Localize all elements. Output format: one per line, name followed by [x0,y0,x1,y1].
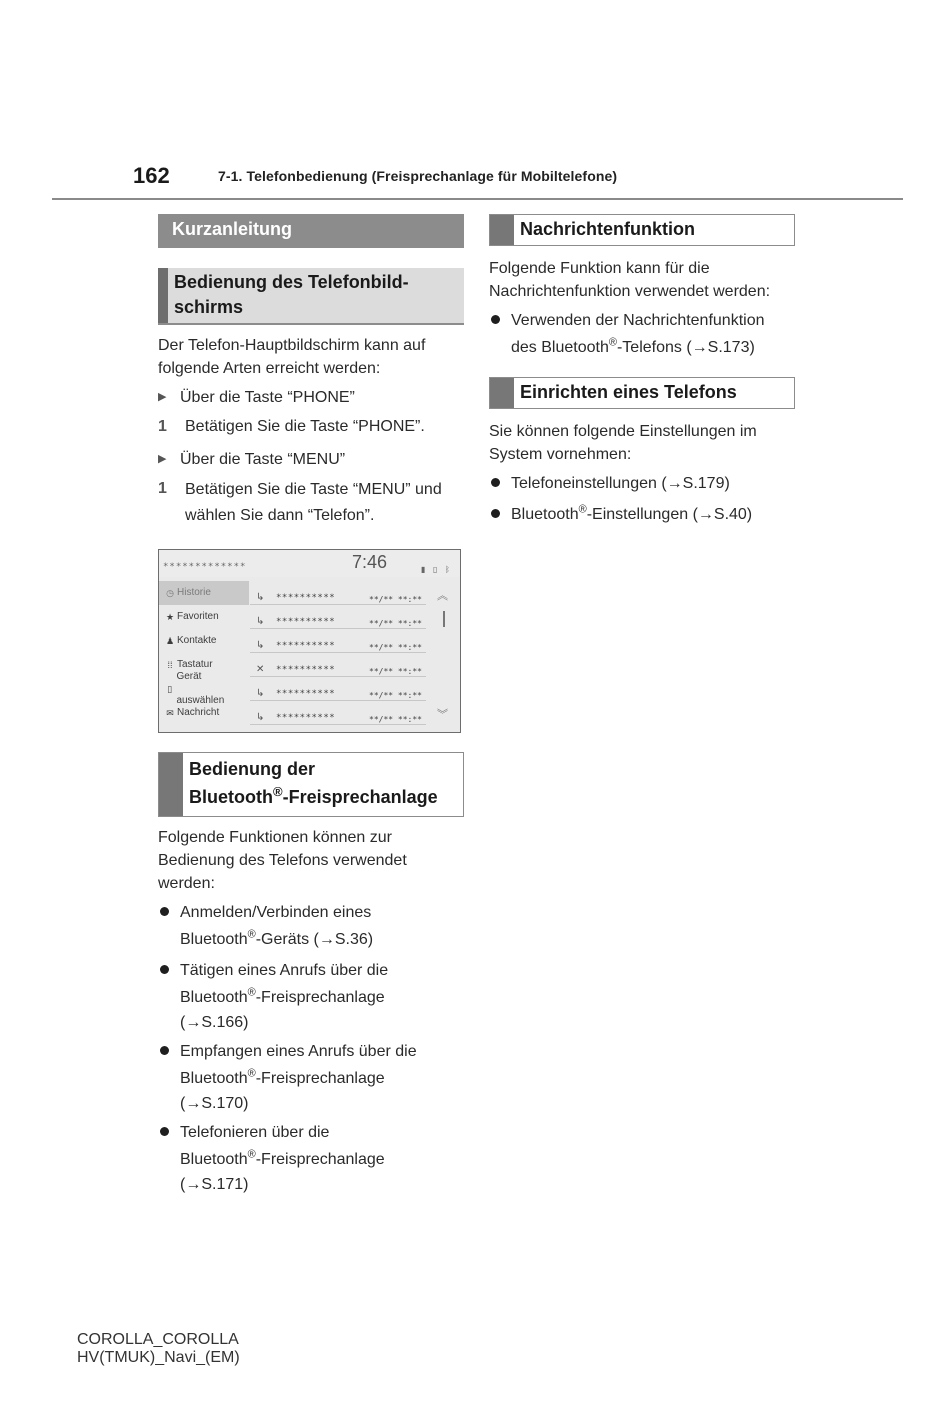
scroll-up-icon[interactable]: ︽ [437,590,448,602]
call-number: ********** [276,713,336,723]
section-title: Nachrichtenfunktion [520,219,696,239]
missed-call-icon: ✕ [256,664,265,675]
sidebar-item-historie[interactable] [159,581,249,605]
sidebar-label: Nachricht [177,707,220,718]
call-history-row[interactable] [250,701,426,725]
intro-text: Sie können folgende Einstellungen im System vornehmen: [489,423,757,463]
sidebar-label: Tastatur [177,659,213,670]
call-history-row[interactable] [250,677,426,701]
call-datetime: **/** **:** [369,667,422,676]
header-accent-bar [490,378,514,408]
bullet-item [158,1038,464,1115]
call-datetime: **/** **:** [369,643,422,652]
outgoing-call-icon: ↳ [256,688,265,699]
bullet-item [489,307,795,361]
sidebar-item-geraet[interactable] [159,671,249,706]
call-history-row[interactable] [250,653,426,677]
outgoing-call-icon: ↳ [256,640,265,651]
bullet-icon [489,470,511,497]
bullet-text: Verwenden der Nachrichtenfunktion des Bluetooth®-Telefons (→S.173) [511,312,765,356]
subsection-header-telefonbildschirm [158,268,464,325]
battery-icon: ▯ [433,565,438,574]
triangle-marker-icon: ▶ [158,453,167,465]
bluetooth-icon: ᛒ [445,565,450,574]
device-icon: ▯ [167,684,173,694]
method-item [158,386,464,409]
intro-text: Folgende Funktion kann für die Nachrichtenfunktion verwendet werden: [489,260,771,300]
bullet-text: Anmelden/Verbinden eines Bluetooth®-Geräts (→S.36) [180,904,374,948]
section-title-kurzanleitung: Kurzanleitung [158,214,464,248]
subsection-title [168,268,415,323]
screen-scrollbar[interactable] [433,581,455,729]
outgoing-call-icon: ↳ [256,712,265,723]
header-accent-bar [159,753,183,816]
right-column [489,214,795,528]
sidebar-label: Kontakte [177,635,217,646]
bullet-item [158,957,464,1034]
bullet-text: Telefoneinstellungen (→S.179) [511,475,730,492]
subsection-title-line2: Bluetooth®-Freisprechanlage [189,784,438,807]
step-number: 1 [158,418,167,435]
step-text: Betätigen Sie die Taste “MENU” und wählen Sie dann “Telefon”. [185,481,442,524]
subsection-title [183,753,444,816]
call-history-row[interactable] [250,581,426,605]
page-number: 162 [133,163,170,188]
method-text: Über die Taste “PHONE” [180,389,355,406]
subsection-title-line1: Bedienung des Telefonbild- [174,272,409,292]
bullet-text: Tätigen eines Anrufs über die Bluetooth®-Freisprechanlage (→S.166) [180,962,389,1031]
call-datetime: **/** **:** [369,595,422,604]
method-text: Über die Taste “MENU” [180,451,346,468]
call-number: ********** [276,593,336,603]
subsection-header-freisprechanlage [158,752,464,817]
screen-device-name: ************* [163,562,247,572]
bullet-item [489,470,795,497]
method-item [158,448,464,471]
bullet-text: Telefonieren über die Bluetooth®-Freisprechanlage (→S.171) [180,1124,385,1193]
sidebar-label: Favoriten [177,611,219,622]
call-number: ********** [276,617,336,627]
sidebar-item-favoriten[interactable] [159,605,249,629]
bullet-item [158,899,464,953]
call-number: ********** [276,641,336,651]
header-divider [52,198,903,200]
message-icon: ✉ [166,708,174,718]
bullet-text: Bluetooth®-Einstellungen (→S.40) [511,503,753,523]
bullet-icon [489,501,511,528]
bullet-icon [489,307,511,361]
outgoing-call-icon: ↳ [256,592,265,603]
footer-line1: COROLLA_COROLLA [77,1331,239,1348]
call-history-row[interactable] [250,605,426,629]
bullet-item [489,501,795,528]
bullet-icon [158,899,180,953]
screen-sidebar [159,581,249,725]
footer-model-code [77,1331,240,1367]
sidebar-label: Historie [177,587,211,598]
subsection-title-line2: schirms [174,297,244,317]
section-title: Einrichten eines Telefons [520,382,737,402]
step-number: 1 [158,480,167,497]
chapter-title: 7-1. Telefonbedienung (Freisprechanlage für Mobiltelefone) [218,168,618,184]
bullet-icon [158,1119,180,1196]
bullet-icon [158,957,180,1034]
section-header-nachrichtenfunktion [489,214,795,246]
intro-text: Folgende Funktionen können zur Bedienung des Telefons verwendet werden: [158,829,407,892]
phone-screen-image [158,549,461,733]
scroll-thumb[interactable] [443,611,445,627]
outgoing-call-icon: ↳ [256,616,265,627]
step-item [158,415,464,438]
subsection-title-line1: Bedienung der [189,759,316,779]
intro-text: Der Telefon-Hauptbildschirm kann auf folgende Arten erreicht werden: [158,337,426,377]
scroll-down-icon[interactable]: ︾ [437,709,448,721]
call-datetime: **/** **:** [369,715,422,724]
footer-line2: HV(TMUK)_Navi_(EM) [77,1349,240,1366]
step-text: Betätigen Sie die Taste “PHONE”. [185,418,425,435]
sidebar-label: Gerät auswählen [176,671,225,706]
contact-icon: ♟ [165,636,175,646]
bullet-icon [158,1038,180,1115]
star-icon: ★ [165,612,175,622]
call-datetime: **/** **:** [369,619,422,628]
bullet-item [158,1119,464,1196]
keypad-icon: ⁞⁞ [167,660,173,670]
call-history-list [250,581,426,725]
header-accent-bar [158,268,168,323]
screen-clock: 7:46 [352,552,388,572]
sidebar-item-kontakte[interactable] [159,629,249,653]
section-header-einrichten [489,377,795,409]
triangle-marker-icon: ▶ [158,391,167,403]
history-icon: ◷ [166,588,174,598]
bullet-text: Empfangen eines Anrufs über die Bluetooth®-Freisprechanlage (→S.170) [180,1043,417,1112]
screen-status-bar [159,550,460,577]
call-number: ********** [276,689,336,699]
header-accent-bar [490,215,514,245]
step-item [158,477,464,529]
phone-status-icon: ▮ [421,565,426,574]
call-number: ********** [276,665,336,675]
call-history-row[interactable] [250,629,426,653]
call-datetime: **/** **:** [369,691,422,700]
left-column [158,214,464,1196]
